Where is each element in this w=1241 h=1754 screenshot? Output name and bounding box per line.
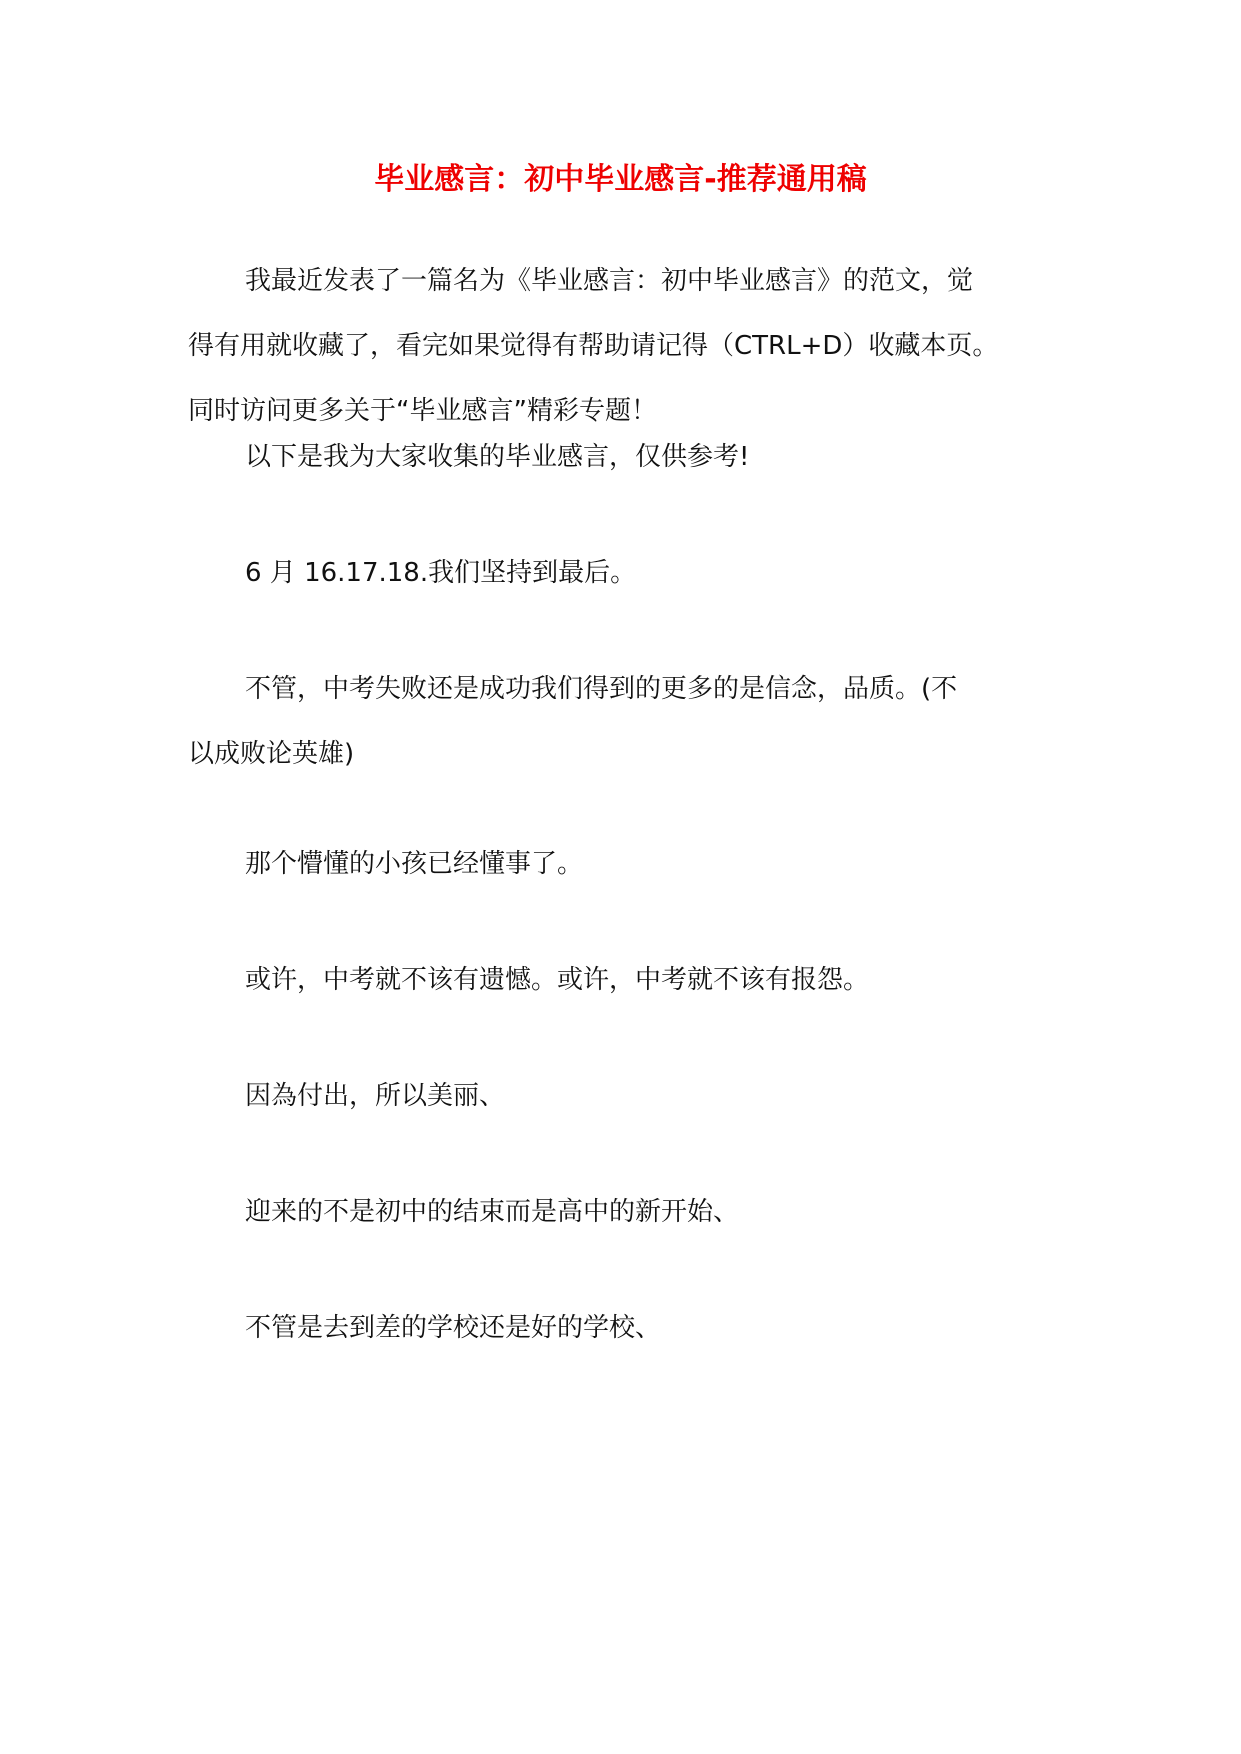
intro-paragraph <box>188 249 1054 444</box>
school-text: 不管是去到差的学校还是好的学校、 <box>245 1313 662 1343</box>
intro-line-3: 同时访问更多关于“毕业感言”精彩专题！ <box>188 396 657 426</box>
intro-line-2: 得有用就收藏了，看完如果觉得有帮助请记得（CTRL+D）收藏本页。 <box>188 331 999 361</box>
paragraph-new-start <box>188 1180 1054 1245</box>
child-text: 那个懵懂的小孩已经懂事了。 <box>245 849 584 879</box>
regret-text: 或许，中考就不该有遗憾。或许，中考就不该有报怨。 <box>245 965 870 995</box>
document-title: 毕业感言：初中毕业感言-推荐通用稿 <box>374 162 867 197</box>
new-start-text: 迎来的不是初中的结束而是高中的新开始、 <box>245 1197 740 1227</box>
dates-text: 6 月 16.17.18.我们坚持到最后。 <box>245 558 637 588</box>
effort-text: 因為付出，所以美丽、 <box>245 1081 506 1111</box>
belief-line-1: 不管，中考失败还是成功我们得到的更多的是信念，品质。(不 <box>245 674 958 704</box>
paragraph-school <box>188 1296 1054 1361</box>
belief-line-2: 以成败论英雄) <box>188 739 355 769</box>
paragraph-child <box>188 832 1054 897</box>
paragraph-dates <box>188 541 1054 606</box>
lead-text: 以下是我为大家收集的毕业感言，仅供参考! <box>245 442 750 472</box>
intro-line-1: 我最近发表了一篇名为《毕业感言：初中毕业感言》的范文，觉 <box>245 266 974 296</box>
paragraph-belief <box>188 657 1054 787</box>
lead-paragraph <box>188 425 1054 490</box>
paragraph-regret <box>188 948 1054 1013</box>
paragraph-effort <box>188 1064 1054 1129</box>
